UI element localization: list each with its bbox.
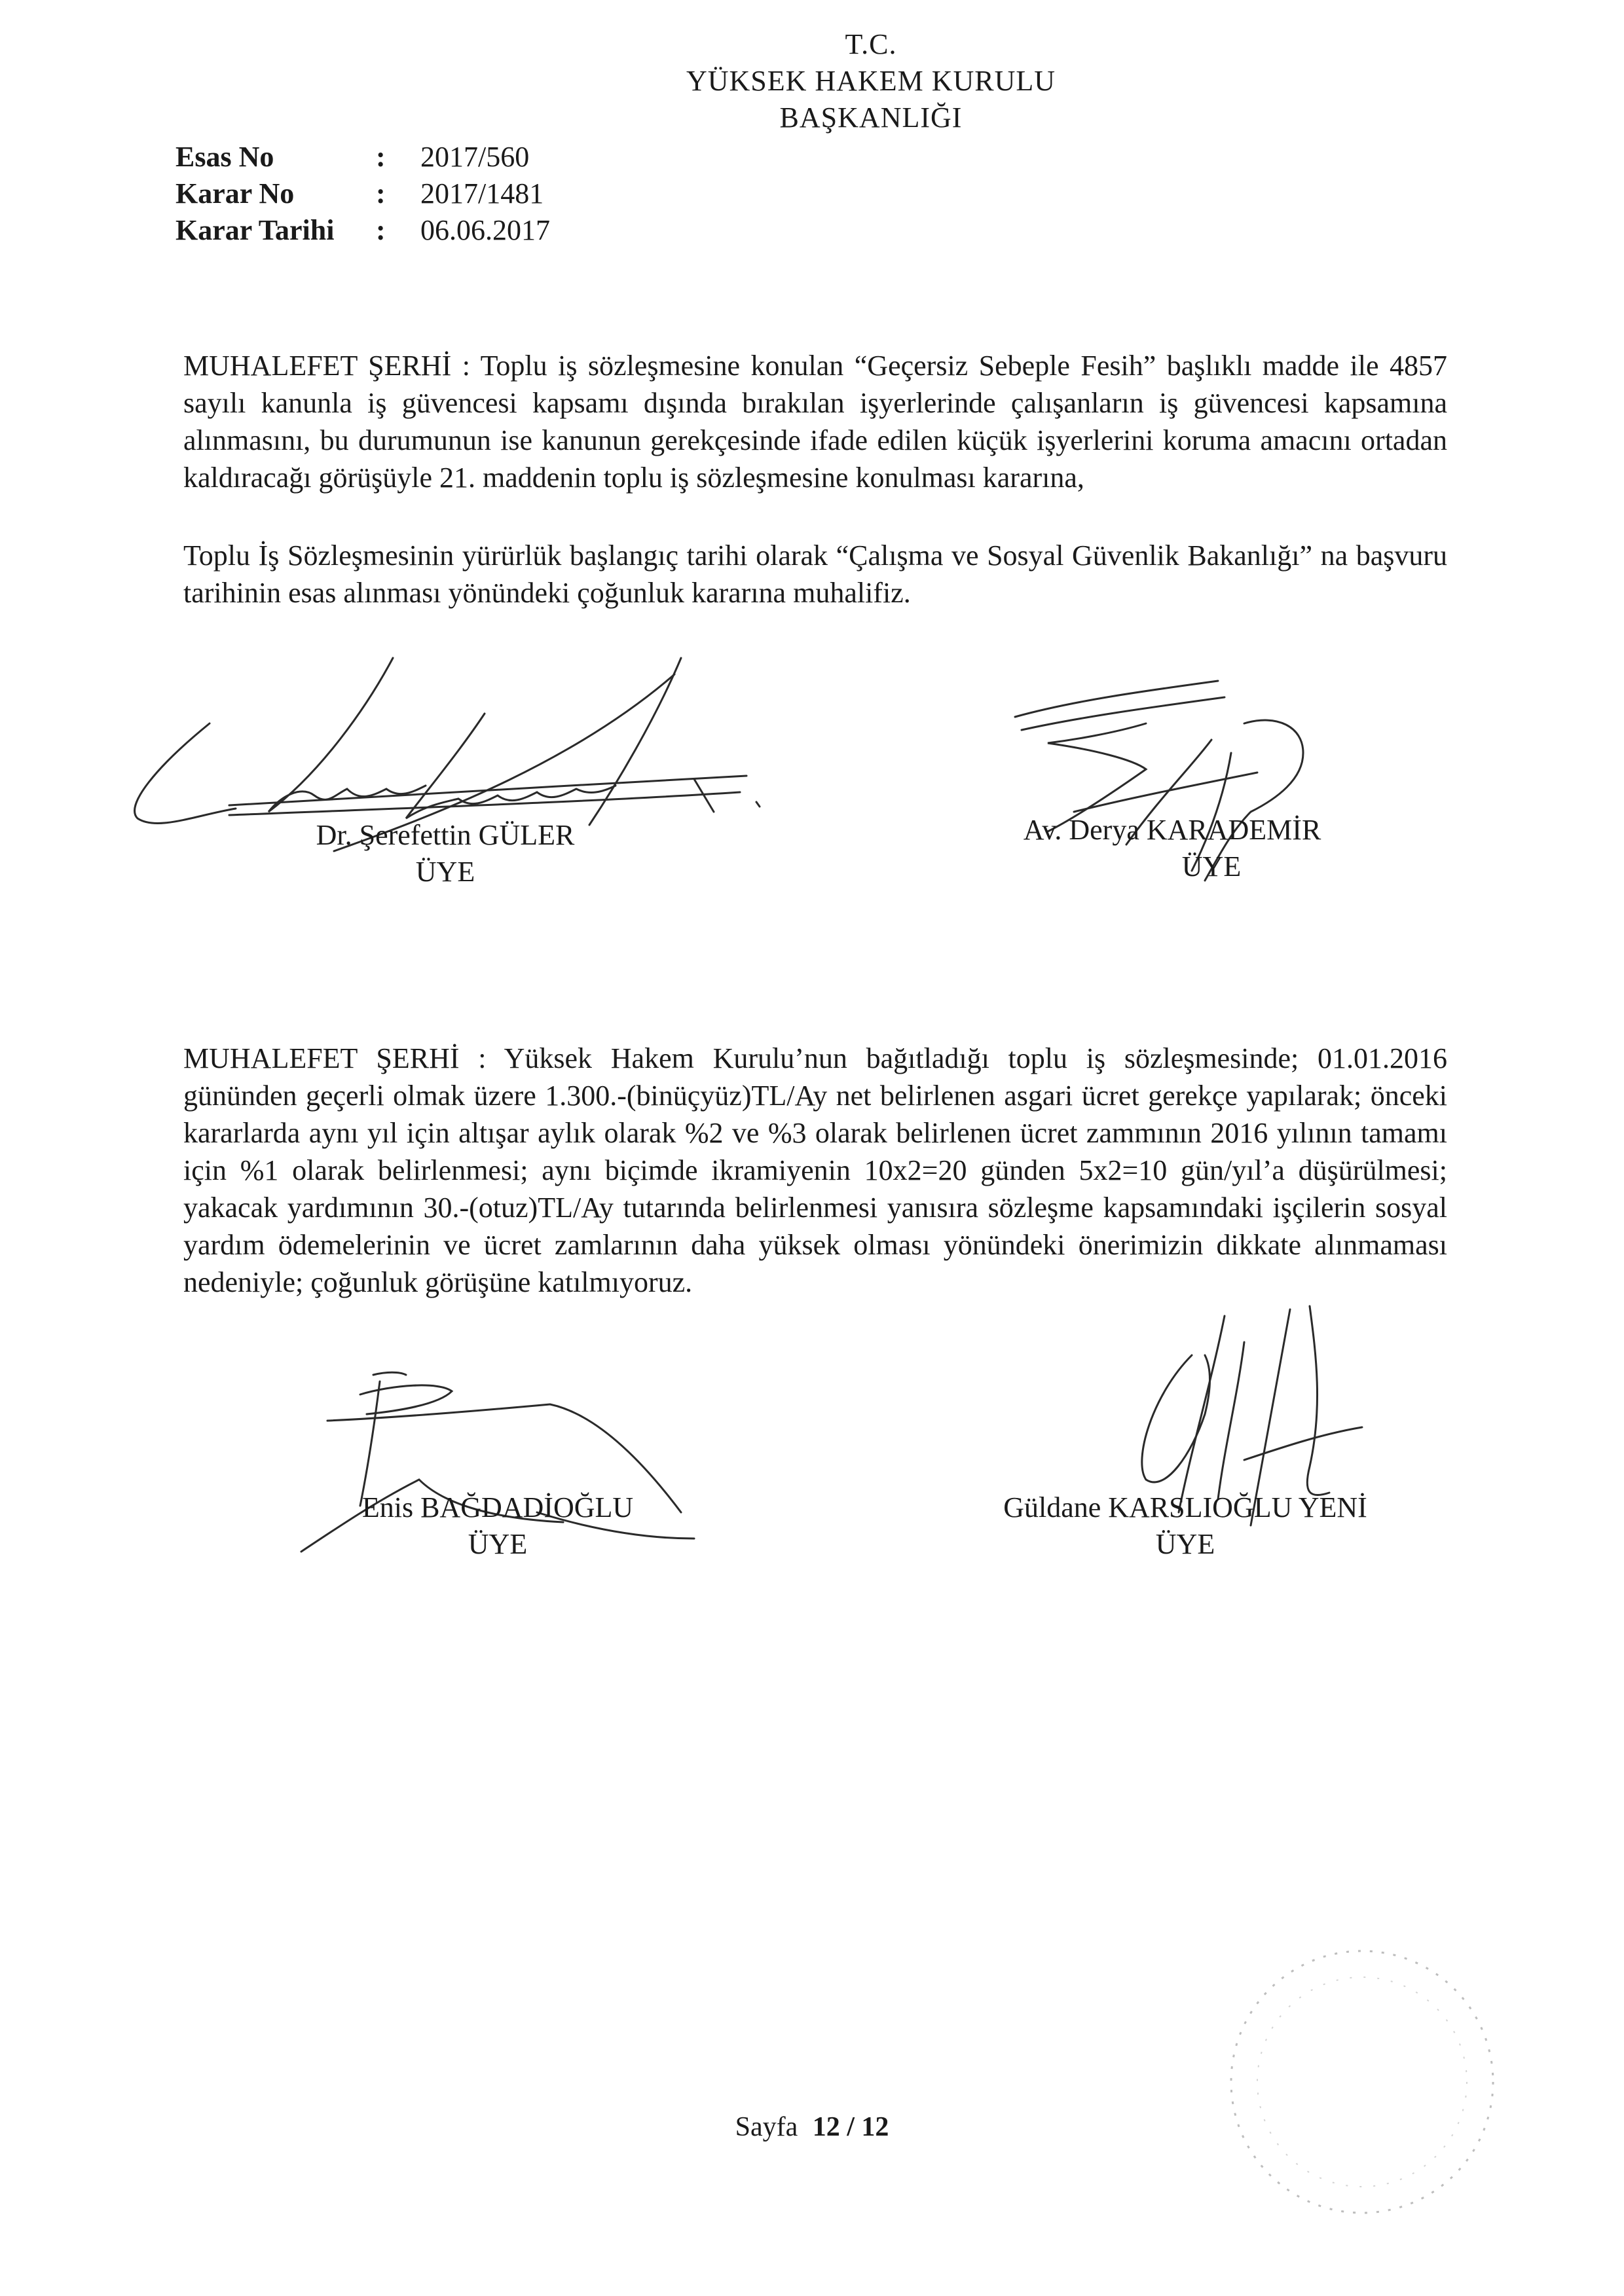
- signatory-guler: [288, 817, 602, 890]
- header-line-tc: T.C.: [845, 28, 897, 60]
- meta-row-karar: [175, 175, 550, 212]
- signatory-name: Dr. Şerefettin GÜLER: [316, 819, 575, 851]
- signatory-karademir: [1002, 812, 1342, 885]
- signatory-name: Av. Derya KARADEMİR: [1023, 814, 1321, 846]
- dissent-2-paragraph-1: MUHALEFET ŞERHİ : Yüksek Hakem Kurulu’nun bağıtladığı toplu iş sözleşmesinde; 01.01.2016 gününden geçerli olmak üzere 1.300.-(binüçyüz)TL/Ay net belirlenen asgari ücret gerekçe yapılarak; önceki kararlarda aynı yıl için altışar aylık olarak %2 ve %3 olarak belirlenen ücret zammının 2016 yılının tamamı için %1 olarak belirlenmesi; aynı biçimde ikramiyenin 10x2=20 günden 5x2=10 gün/yıl’a düşürülmesi; yakacak yardımının 30.-(otuz)TL/Ay tutarında belirlenmesi yanısıra sözleşme kapsamındaki işçilerin sosyal yardım ödemelerinin ve ücret zamlarının daha yüksek olması yönündeki önerimizin dikkate alınmaması nedeniyle; çoğunluk görüşüne katılmıyoruz.: [183, 1042, 1447, 1298]
- meta-row-karar-tarihi: [175, 212, 550, 249]
- signatory-bagdadioglu: [327, 1489, 668, 1563]
- meta-row-esas: [175, 139, 550, 175]
- dissent-section-1: [183, 347, 1447, 652]
- page-label: Sayfa: [735, 2112, 798, 2142]
- meta-colon: :: [376, 214, 386, 246]
- page-footer: [0, 2111, 1624, 2143]
- meta-colon: :: [376, 141, 386, 173]
- signatory-role: ÜYE: [415, 856, 475, 888]
- page-number: 12 / 12: [812, 2112, 889, 2142]
- header-line-institution: YÜKSEK HAKEM KURULU: [686, 65, 1056, 97]
- meta-value: 2017/1481: [420, 177, 544, 210]
- document-header: [0, 26, 1624, 136]
- signatory-name: Enis BAĞDADİOĞLU: [361, 1491, 634, 1523]
- meta-label: Esas No: [175, 141, 274, 173]
- meta-value: 06.06.2017: [420, 214, 550, 246]
- signatory-role: ÜYE: [1181, 850, 1242, 883]
- meta-label: Karar No: [175, 177, 295, 210]
- faint-seal-stamp: [1218, 1938, 1506, 2226]
- meta-label: Karar Tarihi: [175, 214, 335, 246]
- dissent-1-paragraph-2: Toplu İş Sözleşmesinin yürürlük başlangıç tarihi olarak “Çalışma ve Sosyal Güvenlik Bakanlığı” na başvuru tarihinin esas alınması yönündeki çoğunluk kararına muhalifiz.: [183, 539, 1447, 609]
- signatory-karslioglu: [969, 1489, 1401, 1563]
- meta-colon: :: [376, 177, 386, 210]
- header-line-presidency: BAŞKANLIĞI: [779, 101, 963, 134]
- dissent-section-2: [183, 1040, 1447, 1341]
- dissent-1-paragraph-1: MUHALEFET ŞERHİ : Toplu iş sözleşmesine konulan “Geçersiz Sebeple Fesih” başlıklı madde ile 4857 sayılı kanunla iş güvencesi kapsamı dışında bırakılan işyerlerinde çalışanların iş güvencesi kapsamına alınmasını, bu durumunun ise kanunun gerekçesinde ifade edilen küçük işyerlerini koruma amacını ortadan kaldıracağı görüşüyle 21. maddenin toplu iş sözleşmesine konulması kararına,: [183, 350, 1447, 494]
- signatory-name: Güldane KARSLIOĞLU YENİ: [1003, 1491, 1367, 1523]
- case-metadata: [175, 139, 550, 249]
- signatory-role: ÜYE: [1155, 1528, 1215, 1560]
- meta-value: 2017/560: [420, 141, 530, 173]
- signatory-role: ÜYE: [468, 1528, 528, 1560]
